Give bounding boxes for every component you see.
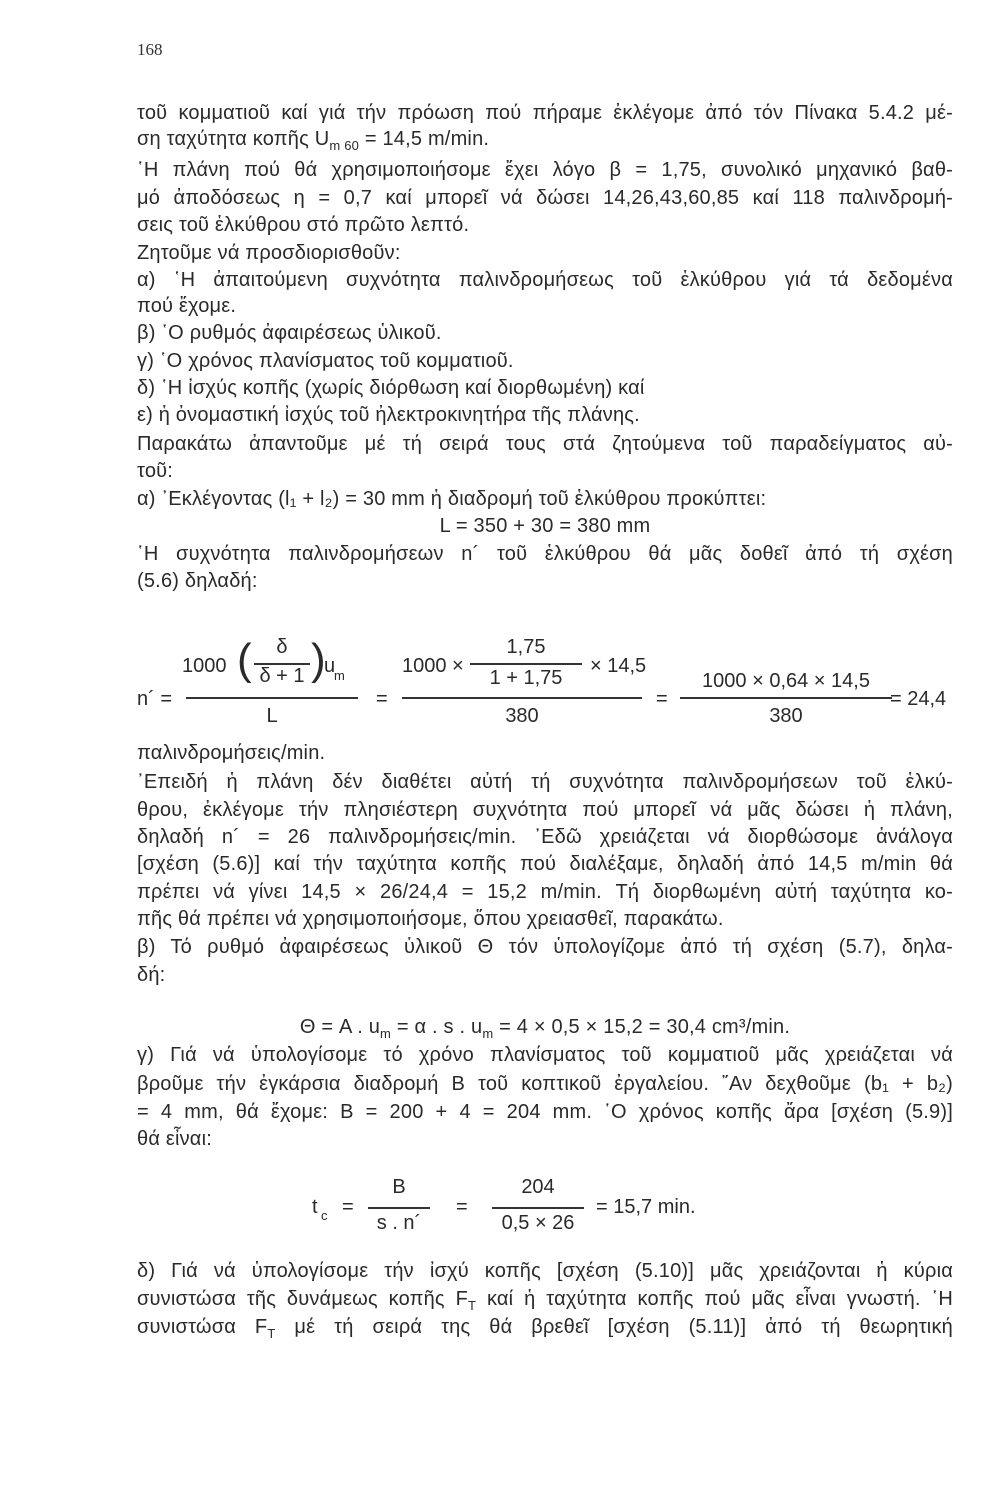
text-line: (5.6) δηλαδή: [137, 570, 258, 592]
eq2-num2: 204 [521, 1176, 555, 1198]
text-line: Ζητοῦμε νά προσδιορισθοῦν: [137, 242, 401, 264]
eq-term2-tail: × 14,5 [590, 655, 647, 677]
eq2-equals-a: = [342, 1196, 354, 1218]
eq-term1-coef: 1000 [182, 655, 227, 677]
text-line: μό ἀποδόσεως η = 0,7 καί μπορεῖ νά δώσει 14,26,43,60,85 καί 118 παλινδρομή- [137, 187, 953, 209]
text-line-part: καί ἡ ταχύτητα κοπῆς πού μᾶς εἶναι γνωστή. ῾Η [486, 1288, 953, 1310]
eq-term1-num: δ [276, 636, 288, 658]
eq-paren-close: ) [311, 635, 326, 684]
subscript: T [267, 1326, 276, 1341]
text-line: Παρακάτω ἀπαντοῦμε μέ τή σειρά τους στά ζητούμενα τοῦ παραδείγματος αὐ- [137, 433, 953, 455]
text-line: α) ᾿Εκλέγοντας (l₁ + l₂) = 30 mm ἡ διαδρομή τοῦ ἑλκύθρου προκύπτει: [137, 488, 767, 510]
subscript: m [380, 1026, 392, 1041]
text-line: = 4 mm, θά ἔχομε: Β = 200 + 4 = 204 mm. ῾Ο χρόνος κοπῆς ἄρα [σχέση (5.9)] [137, 1101, 953, 1123]
text-line: δ) ῾Η ἰσχύς κοπῆς (χωρίς διόρθωση καί διορθωμένη) καί [137, 377, 645, 399]
text-line: δηλαδή n´ = 26 παλινδρομήσεις/min. ᾿Εδῶ χρειάζεται νά διορθώσομε ἀνάλογα [137, 826, 953, 848]
eq-term1-u: u [324, 655, 336, 677]
text-line: τοῦ κομματιοῦ καί γιά τήν πρόωση πού πήραμε ἐκλέγομε ἀπό τόν Πίνακα 5.4.2 μέ- [137, 102, 953, 124]
text-line-part: συνιστώσα τῆς δυνάμεως κοπῆς F [137, 1288, 468, 1310]
eq-term2-coef: 1000 × [402, 655, 464, 677]
eq-term1-sub: m [334, 668, 345, 683]
text-line: πού ἔχομε. [137, 295, 237, 317]
text-line: θά εἶναι: [137, 1128, 212, 1150]
subscript: m 60 [329, 138, 360, 153]
eq-term2-num: 1,75 [506, 636, 546, 658]
eq-part: = α . s . u [396, 1016, 483, 1038]
eq-lhs: n´ = [137, 688, 173, 710]
eq-equals-a: = [376, 688, 388, 710]
eq-term1-bar [186, 697, 358, 699]
eq-term2-inner-bar [470, 663, 582, 665]
eq2-bar2 [492, 1207, 584, 1209]
text-line-part: ση ταχύτητα κοπῆς U [137, 128, 330, 150]
text-line: δή: [137, 964, 166, 986]
eq2-bar1 [368, 1207, 430, 1209]
text-line: L = 350 + 30 = 380 mm [439, 515, 651, 537]
text-line: ᾿Επειδή ἡ πλάνη δέν διαθέτει αὐτή τή συχνότητα παλινδρομήσεων τοῦ ἑλκύ- [137, 771, 953, 793]
eq-term1-den-L: L [266, 705, 278, 727]
text-line: β) ῾Ο ρυθμός ἀφαιρέσεως ὑλικοῦ. [137, 322, 442, 344]
text-line-part: = 14,5 m/min. [364, 128, 490, 150]
eq-part: = 4 × 0,5 × 15,2 = 30,4 cm³/min. [499, 1016, 791, 1038]
text-line: α) ῾Η ἀπαιτούμενη συχνότητα παλινδρομήσεως τοῦ ἑλκύθρου γιά τά δεδομένα [137, 269, 953, 291]
eq2-den2: 0,5 × 26 [501, 1212, 575, 1234]
text-line: σεις τοῦ ἑλκύθρου στό πρῶτο λεπτό. [137, 214, 470, 236]
eq2-den1: s . n´ [376, 1212, 422, 1234]
subscript: T [468, 1298, 477, 1313]
text-line: πῆς θά πρέπει νά χρησιμοποιήσομε, ὅπου χρειασθεῖ, παρακάτω. [137, 908, 724, 930]
eq-term2-bar [402, 697, 642, 699]
text-line: γ) ῾Ο χρόνος πλανίσματος τοῦ κομματιοῦ. [137, 350, 514, 372]
eq2-lhs: t [312, 1196, 318, 1218]
text-line: πρέπει νά γίνει 14,5 × 26/24,4 = 15,2 m/min. Τή διορθωμένη αὐτή ταχύτητα κο- [137, 881, 953, 903]
eq-term3-num: 1000 × 0,64 × 14,5 [702, 670, 870, 692]
text-line [137, 1314, 953, 1347]
text-line: θρου, ἐκλέγομε τήν πλησιέστερη συχνότητα πού μπορεῖ νά μᾶς δώσει ἡ πλάνη, [137, 799, 953, 821]
page-number: 168 [137, 40, 163, 59]
text-line: [σχέση (5.6)] καί τήν ταχύτητα κοπῆς πού διαλέξαμε, δηλαδή ἀπό 14,5 m/min θά [137, 853, 953, 875]
text-line: τοῦ: [137, 460, 174, 482]
subscript: m [482, 1026, 494, 1041]
eq2-lhs-sub: c [321, 1208, 328, 1223]
text-line: ε) ἡ ὀνομαστική ἰσχύς τοῦ ἠλεκτροκινητήρα τῆς πλάνης. [137, 404, 640, 426]
eq2-result: = 15,7 min. [596, 1196, 696, 1218]
eq-term1-den: δ + 1 [259, 665, 305, 687]
eq-term2-den2: 380 [505, 705, 539, 727]
eq-term3-den: 380 [769, 705, 803, 727]
text-line: ῾Η πλάνη πού θά χρησιμοποιήσομε ἔχει λόγο β = 1,75, συνολικό μηχανικό βαθ- [137, 159, 953, 181]
text-line: γ) Γιά νά ὑπολογίσομε τό χρόνο πλανίσματος τοῦ κομματιοῦ μᾶς χρειάζεται νά [137, 1044, 953, 1066]
text-line: δ) Γιά νά ὑπολογίσομε τήν ἰσχύ κοπῆς [σχέση (5.10)] μᾶς χρειάζονται ἡ κύρια [137, 1260, 953, 1282]
eq-term3-bar [680, 697, 892, 699]
eq-term2-den: 1 + 1,75 [489, 667, 563, 689]
text-line [137, 126, 489, 159]
text-line: ῾Η συχνότητα παλινδρομήσεων n´ τοῦ ἑλκύθρου θά μᾶς δοθεῖ ἀπό τή σχέση [137, 543, 953, 565]
text-line: βροῦμε τήν ἐγκάρσια διαδρομή Β τοῦ κοπτικοῦ ἐργαλείου. ῎Αν δεχθοῦμε (b₁ + b₂) [137, 1073, 953, 1095]
text-line: παλινδρομήσεις/min. [137, 742, 326, 764]
eq2-num1: B [392, 1176, 406, 1198]
eq2-equals-b: = [456, 1196, 468, 1218]
eq-paren-open: ( [237, 635, 252, 684]
eq-part: Θ = A . u [299, 1016, 381, 1038]
text-line: β) Τό ρυθμό ἀφαιρέσεως ὑλικοῦ Θ τόν ὑπολογίζομε ἀπό τή σχέση (5.7), δηλα- [137, 936, 953, 958]
eq-result: = 24,4 [890, 688, 947, 710]
text-line-part: μέ τή σειρά της θά βρεθεῖ [σχέση (5.11)] ἀπό τή θεωρητική [294, 1316, 953, 1338]
text-line-part: συνιστώσα F [137, 1316, 268, 1338]
eq-equals-b: = [656, 688, 668, 710]
